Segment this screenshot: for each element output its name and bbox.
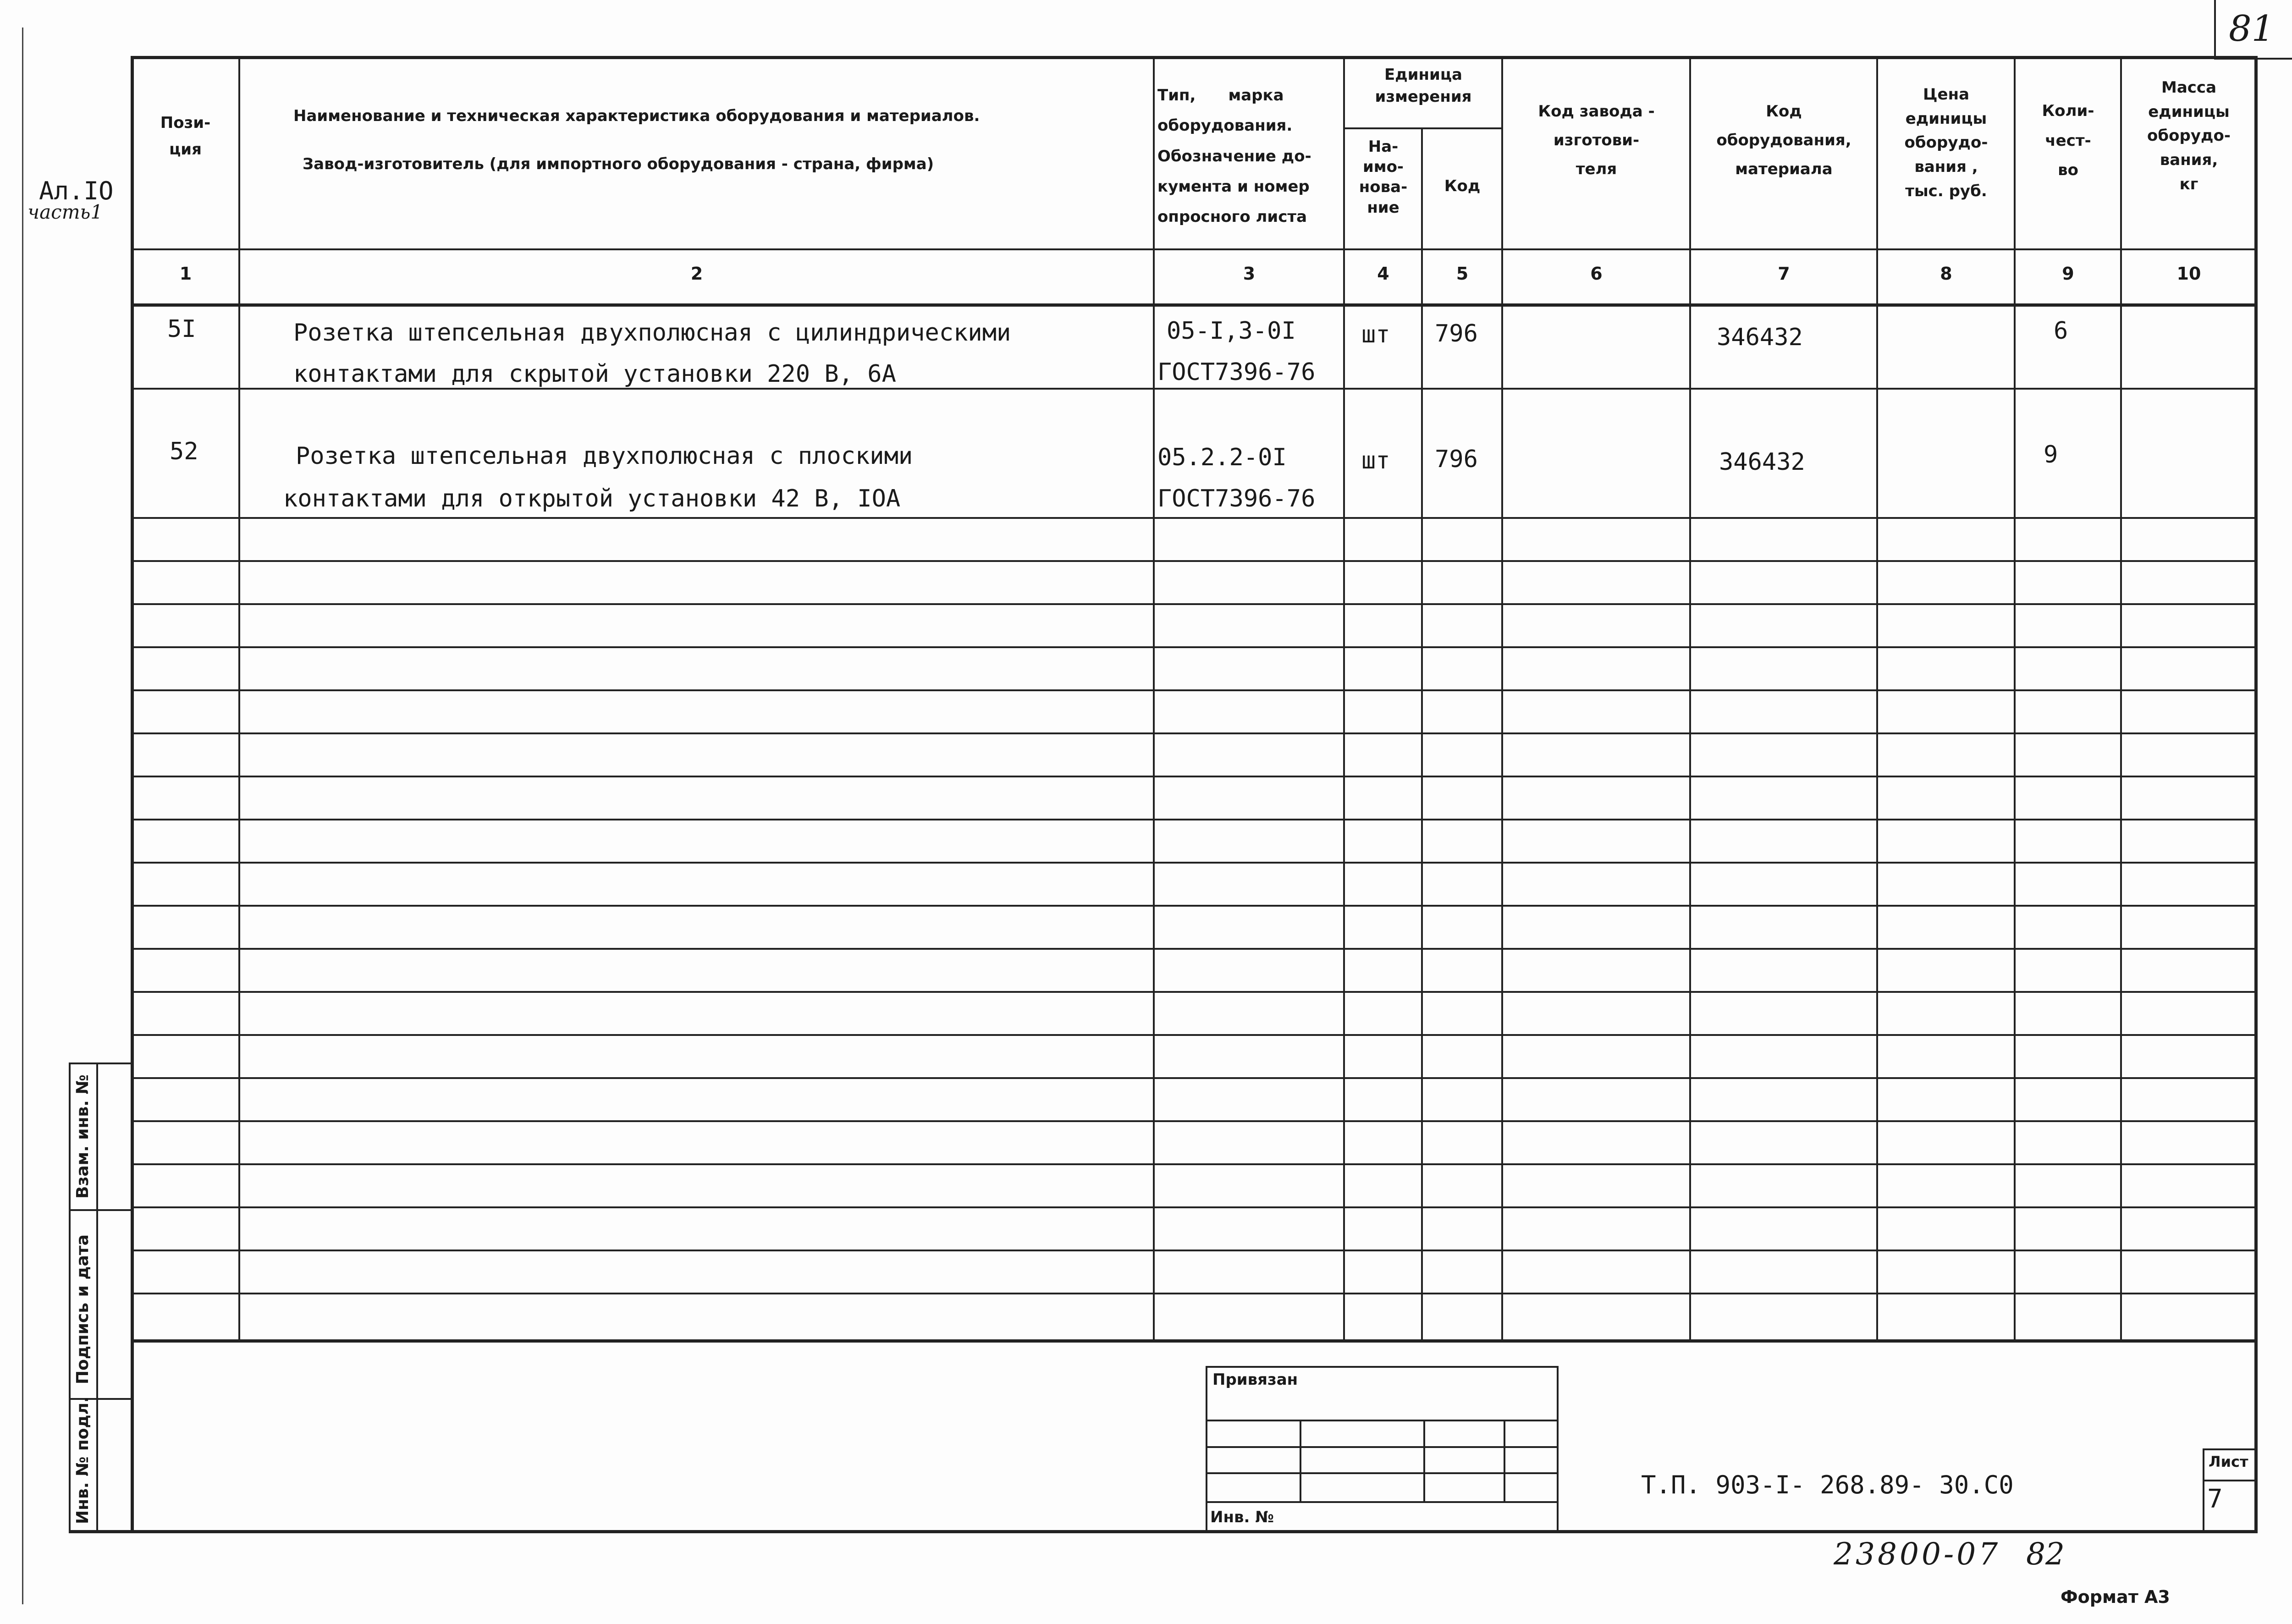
row-position: 52 [170, 438, 198, 465]
row-unit-code: 796 [1435, 446, 1478, 473]
row-line [131, 1250, 2258, 1251]
row-type-line1: 05-I,3-0I [1167, 317, 1296, 345]
column-number: 3 [1243, 264, 1256, 284]
side-vzam-inv: Взам. инв. № [73, 1074, 92, 1199]
side-stamp-left [69, 1062, 71, 1533]
row-type-line2: ГОСТ7396-76 [1157, 358, 1316, 386]
row-line [131, 388, 2258, 390]
column-number: 7 [1778, 264, 1790, 284]
header-type: Тип, марка оборудования. Обозначение до- кумента и номер опросного листа [1157, 86, 1311, 226]
sheet-box-top [2203, 1448, 2258, 1450]
row-unit-name: шт [1361, 321, 1390, 348]
row-line [131, 862, 2258, 864]
left-margin-line [22, 28, 23, 1604]
sheet-value: 7 [2207, 1484, 2223, 1514]
privyazan-right [1557, 1366, 1559, 1531]
row-line [131, 1077, 2258, 1079]
archive-number: 23800-07 [1834, 1536, 2001, 1572]
format-label: Формат А3 [2061, 1587, 2170, 1607]
privyazan-grid [1206, 1472, 1559, 1474]
row-line [131, 1163, 2258, 1165]
side-stamp-divider [69, 1209, 133, 1211]
margin-part: часть1 [28, 201, 103, 223]
row-equipment-code: 346432 [1717, 324, 1803, 351]
inv-no-label: Инв. № [1210, 1508, 1274, 1526]
row-name-line1: Розетка штепсельная двухполюсная с плоскими [296, 442, 913, 470]
row-type-line2: ГОСТ7396-76 [1157, 485, 1316, 512]
privyazan-grid [1206, 1501, 1559, 1503]
column-number: 5 [1456, 264, 1469, 284]
header-equipment-code: Код оборудования, материала [1716, 102, 1851, 178]
row-quantity: 9 [2044, 441, 2058, 468]
frame-top [131, 56, 2258, 59]
row-line [131, 517, 2258, 519]
header-price: Цена единицы оборудо- вания , тыс. руб. [1904, 85, 1988, 200]
archive-sheet: 82 [2026, 1536, 2065, 1572]
header-quantity: Коли- чест- во [2042, 102, 2094, 180]
header-position: Пози- ция [160, 114, 211, 159]
column-number: 9 [2062, 264, 2074, 284]
header-unit-name: На- имо- нова- ние [1359, 138, 1408, 217]
margin-album: Ал.IO [39, 176, 114, 205]
header-unit-group: Единица измерения [1375, 66, 1472, 106]
side-stamp-top [69, 1062, 133, 1064]
column-number: 8 [1940, 264, 1952, 284]
column-number: 10 [2176, 264, 2201, 284]
header-mass: Масса единицы оборудо- вания, кг [2147, 78, 2231, 193]
row-unit-name: шт [1361, 447, 1390, 474]
row-line [131, 1034, 2258, 1036]
privyazan-label: Привязан [1212, 1371, 1298, 1389]
privyazan-grid [1206, 1420, 1559, 1421]
column-number: 6 [1590, 264, 1603, 284]
row-line [131, 560, 2258, 562]
row-line [131, 776, 2258, 777]
privyazan-top [1206, 1366, 1559, 1368]
column-number: 2 [690, 264, 703, 284]
row-name-line2: контактами для скрытой установки 220 В, 6А [293, 360, 896, 388]
sheet-label: Лист [2209, 1453, 2248, 1470]
row-line [131, 948, 2258, 950]
header-bottom [131, 248, 2258, 250]
row-line [131, 1206, 2258, 1208]
row-name-line2: контактами для открытой установки 42 В, IOA [283, 485, 901, 512]
page-number: 81 [2229, 8, 2275, 50]
privyazan-left [1206, 1366, 1207, 1531]
row-type-line1: 05.2.2-0I [1157, 444, 1287, 471]
header-name-line1: Наименование и техническая характеристика оборудования и материалов. [293, 107, 980, 125]
row-line [131, 689, 2258, 691]
row-name-line1: Розетка штепсельная двухполюсная с цилиндрическими [293, 319, 1011, 347]
row-unit-code: 796 [1435, 320, 1478, 347]
row-line [131, 603, 2258, 605]
row-quantity: 6 [2054, 317, 2068, 345]
row-line [131, 1293, 2258, 1294]
column-numbers-bottom [131, 303, 2258, 307]
unit-group-divider [1343, 127, 1503, 129]
row-line [131, 1120, 2258, 1122]
page-number-box-left [2214, 0, 2216, 60]
header-factory-code: Код завода - изготови- теля [1538, 102, 1655, 178]
col-line-4 [1421, 127, 1423, 1342]
document-designation: Т.П. 903-I- 268.89- 30.C0 [1641, 1470, 2014, 1499]
side-inv-podl: Инв. № подл. [73, 1396, 92, 1524]
row-line [131, 819, 2258, 820]
sheet-box-left [2203, 1448, 2204, 1532]
row-line [131, 991, 2258, 993]
privyazan-grid-v [1300, 1420, 1301, 1502]
sheet-box-divider [2203, 1480, 2258, 1481]
header-unit-code: Код [1444, 177, 1481, 195]
row-line [131, 732, 2258, 734]
table-bottom [131, 1339, 2258, 1343]
row-equipment-code: 346432 [1719, 448, 1805, 476]
privyazan-grid-v [1423, 1420, 1425, 1502]
row-line [131, 646, 2258, 648]
row-position: 5I [167, 315, 196, 343]
side-stamp-inner [96, 1062, 98, 1533]
header-name-line2: Завод-изготовитель (для импортного оборудования - страна, фирма) [303, 155, 934, 173]
side-signature-date: Подпись и дата [73, 1234, 92, 1384]
privyazan-grid [1206, 1446, 1559, 1448]
privyazan-grid-v [1504, 1420, 1505, 1502]
column-number: 1 [179, 264, 192, 284]
column-number: 4 [1377, 264, 1389, 284]
row-line [131, 905, 2258, 907]
frame-bottom [69, 1530, 2258, 1533]
